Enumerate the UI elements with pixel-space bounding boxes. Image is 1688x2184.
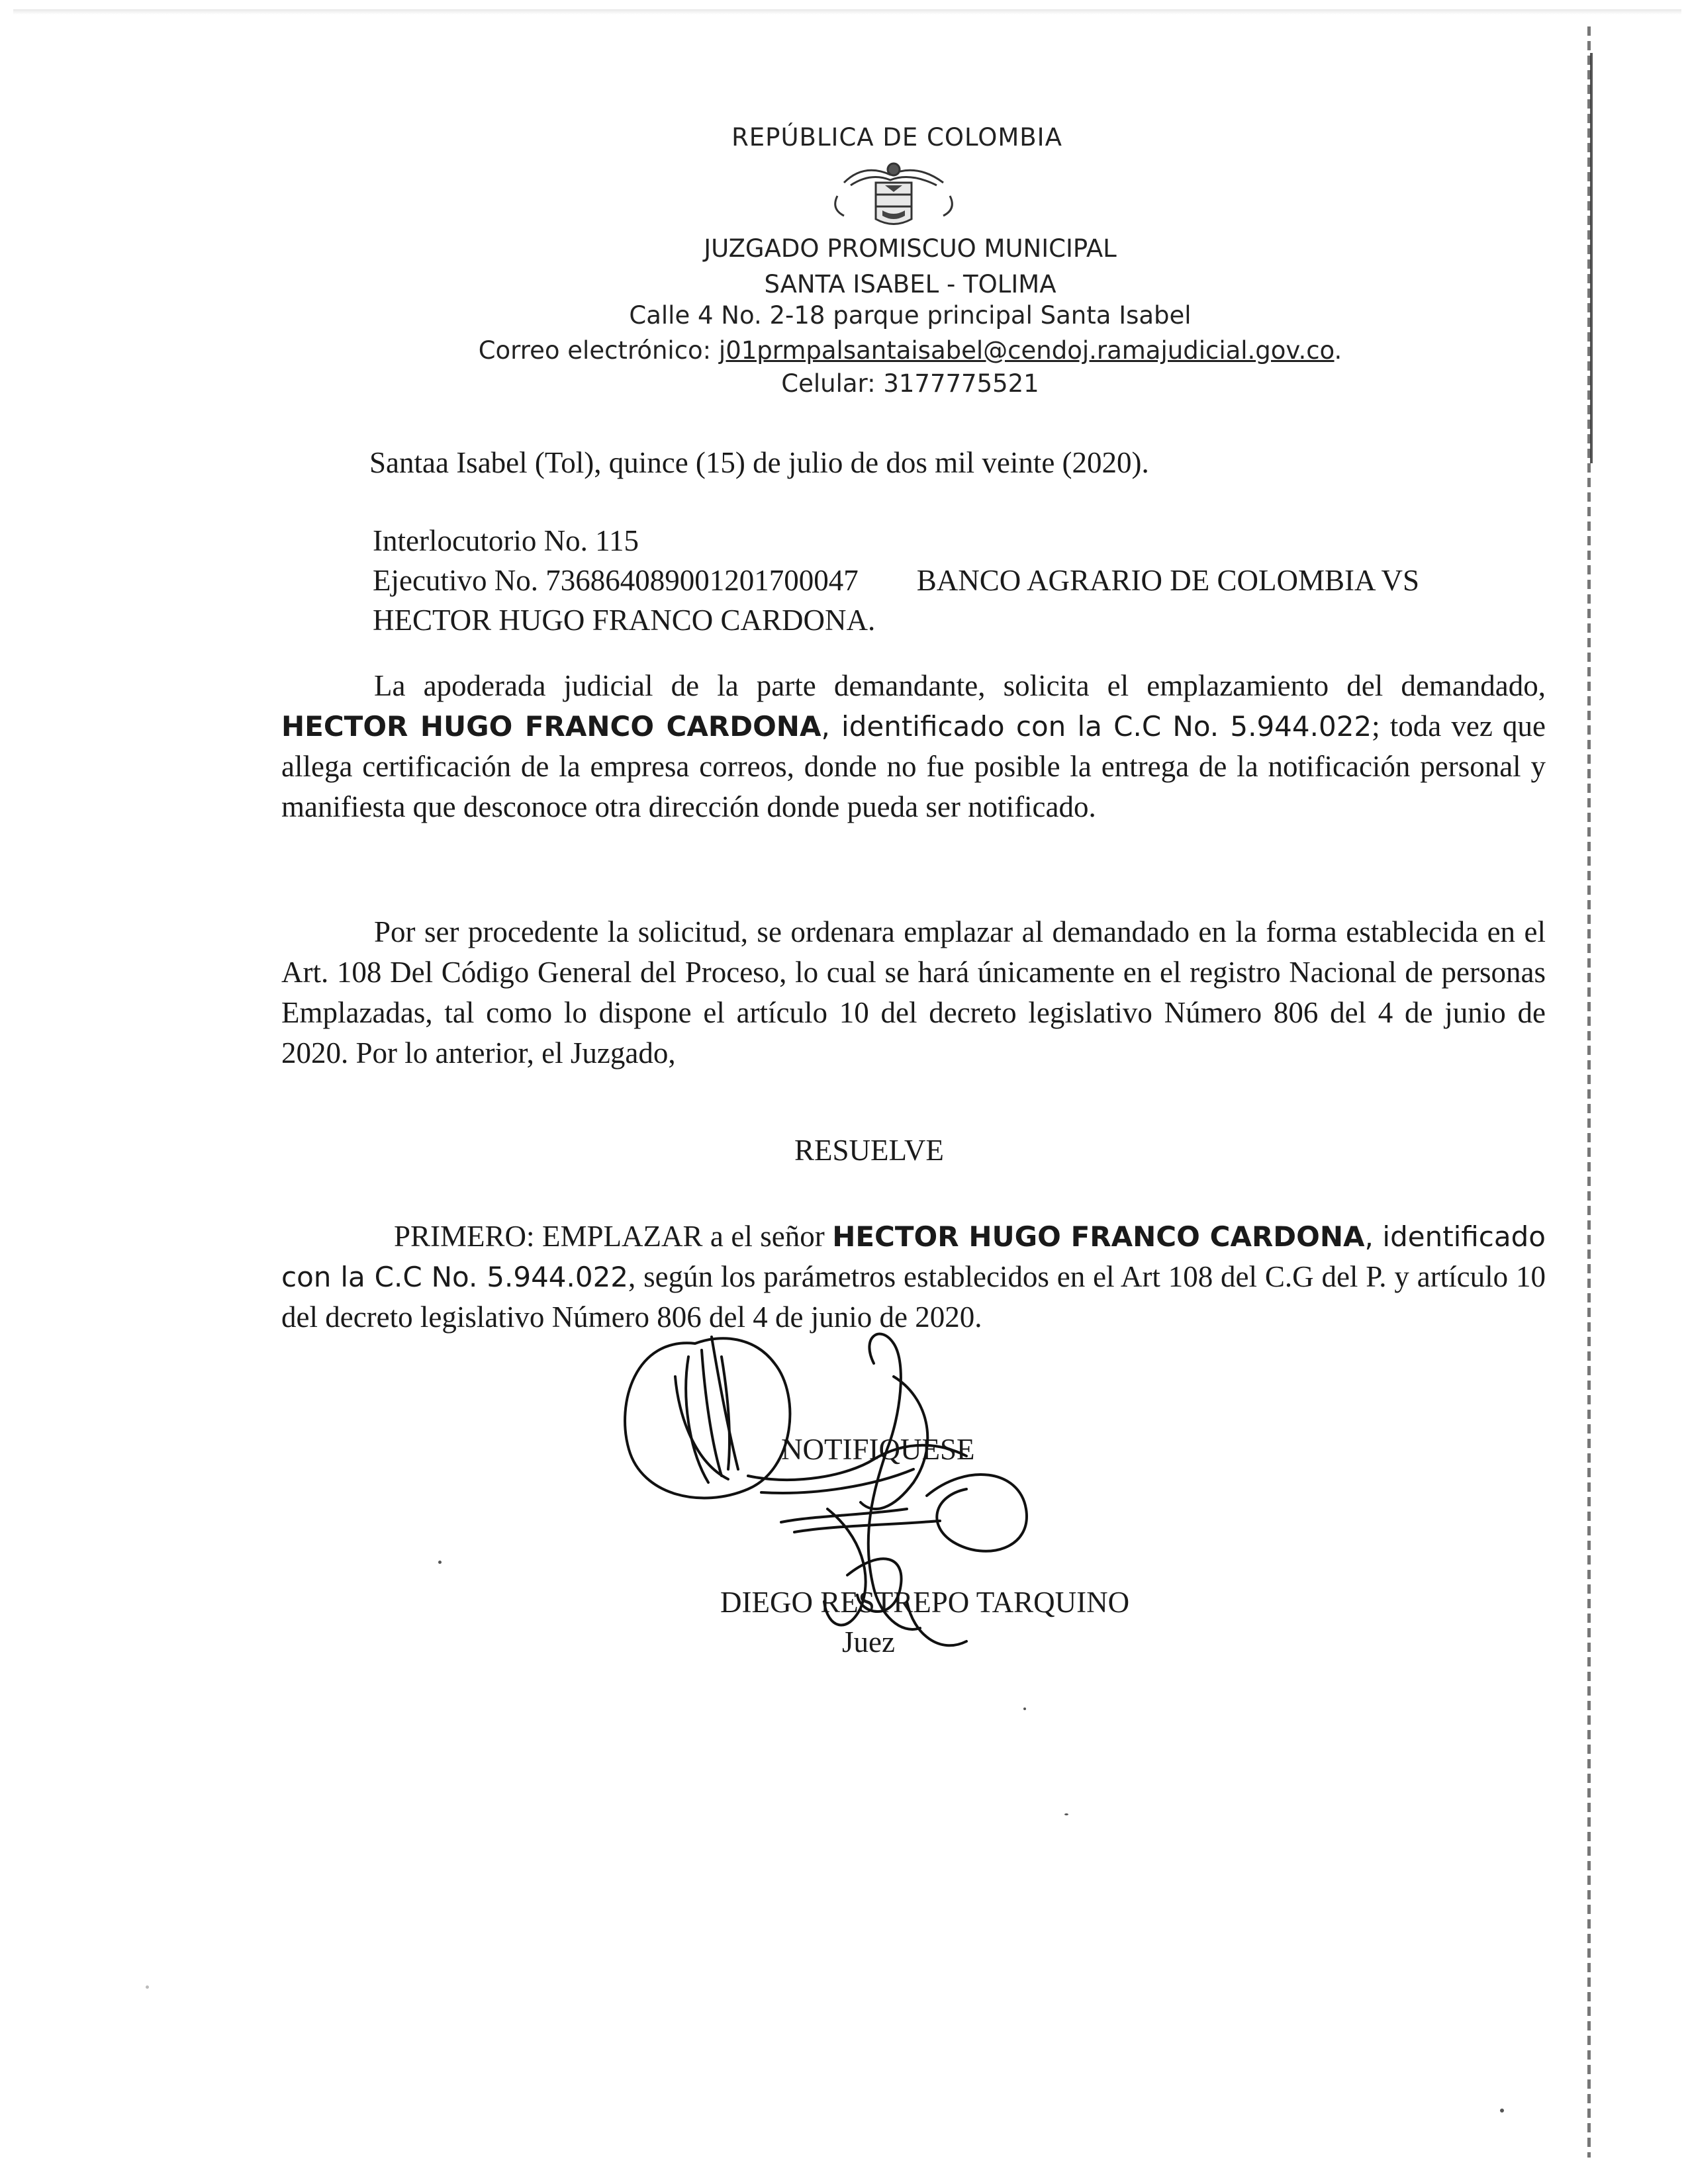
defendant-line: HECTOR HUGO FRANCO CARDONA. <box>373 604 876 637</box>
resuelve-heading: RESUELVE <box>794 1134 944 1167</box>
header-email-line <box>66 336 1688 365</box>
paragraph-ruling-basis: Por ser procedente la solicitud, se ordenara emplazar al demandado en la forma establecida en el Art. 108 Del Código General del Proceso, lo cual se hará únicamente en el registro Nacional de personas Emplazadas, tal como lo dispone el artículo 10 del decreto legislativo Número 806 del 4 de junio de 2020. Por lo anterior, el Juzgado, <box>281 915 1546 1069</box>
interlocutorio-number: Interlocutorio No. 115 <box>373 524 639 557</box>
scan-speck <box>146 1985 149 1989</box>
primero-defendant-name: HECTOR HUGO FRANCO CARDONA <box>832 1220 1365 1253</box>
header-city: SANTA ISABEL - TOLIMA <box>764 270 1056 298</box>
ejecutivo-number: Ejecutivo No. 73686408900120170004​7 <box>373 564 859 597</box>
primero-text-2: , según los parámetros establecidos en el Art 108 del C.G del P. y artículo 10 del decreto legislativo Número 806 del 4 de junio de 2020. <box>281 1260 1546 1334</box>
paragraph-request-text-1: La apoderada judicial de la parte demandante, solicita el emplazamiento del demandado, <box>374 669 1546 702</box>
paragraph-request <box>281 666 1546 827</box>
scan-speck <box>1500 2109 1504 2113</box>
email-suffix: . <box>1334 336 1342 365</box>
defendant-name: HECTOR HUGO FRANCO CARDONA <box>281 710 821 743</box>
scan-speck <box>1064 1813 1068 1815</box>
scan-speck <box>1023 1707 1026 1710</box>
scan-speck <box>438 1561 442 1564</box>
header-court: JUZGADO PROMISCUO MUNICIPAL <box>704 234 1117 263</box>
ejecutivo-line <box>373 560 1419 601</box>
header-phone: Celular: 3177775521 <box>781 369 1039 398</box>
scan-top-edge <box>13 9 1681 15</box>
handwritten-signature <box>596 1297 1099 1668</box>
email-label: Correo electrónico: <box>478 336 719 365</box>
colombia-coat-of-arms-icon <box>824 156 963 229</box>
header-address: Calle 4 No. 2-18 parque principal Santa Isabel <box>629 301 1192 330</box>
header-country: REPÚBLICA DE COLOMBIA <box>731 123 1062 152</box>
paragraph-request-text-2: ; toda vez que allega certificación de la empresa correos, donde no fue posible la entrega de la notificación personal y manifiesta que desconoce otra dirección donde pueda ser notificado. <box>281 709 1546 823</box>
defendant-id: , identificado con la C.C No. 5.944.022 <box>821 710 1372 743</box>
signer-role: Juez <box>842 1625 895 1659</box>
primero-text-1: PRIMERO: EMPLAZAR a el señor <box>394 1220 833 1253</box>
date-line: Santaa Isabel (Tol), quince (15) de julio de dos mil veinte (2020). <box>369 446 1149 479</box>
primero-defendant-id: , identificado con la C.C No. 5.944.022 <box>281 1220 1546 1293</box>
case-parties: BANCO AGRARIO DE COLOMBIA VS <box>916 564 1419 597</box>
closing-notifiquese: NOTIFIQUESE <box>781 1433 975 1466</box>
signer-name: DIEGO RESTREPO TARQUINO <box>720 1586 1130 1619</box>
email-link[interactable]: j01prmpalsantaisabel@cendoj.ramajudicial.gov.co <box>718 336 1335 365</box>
